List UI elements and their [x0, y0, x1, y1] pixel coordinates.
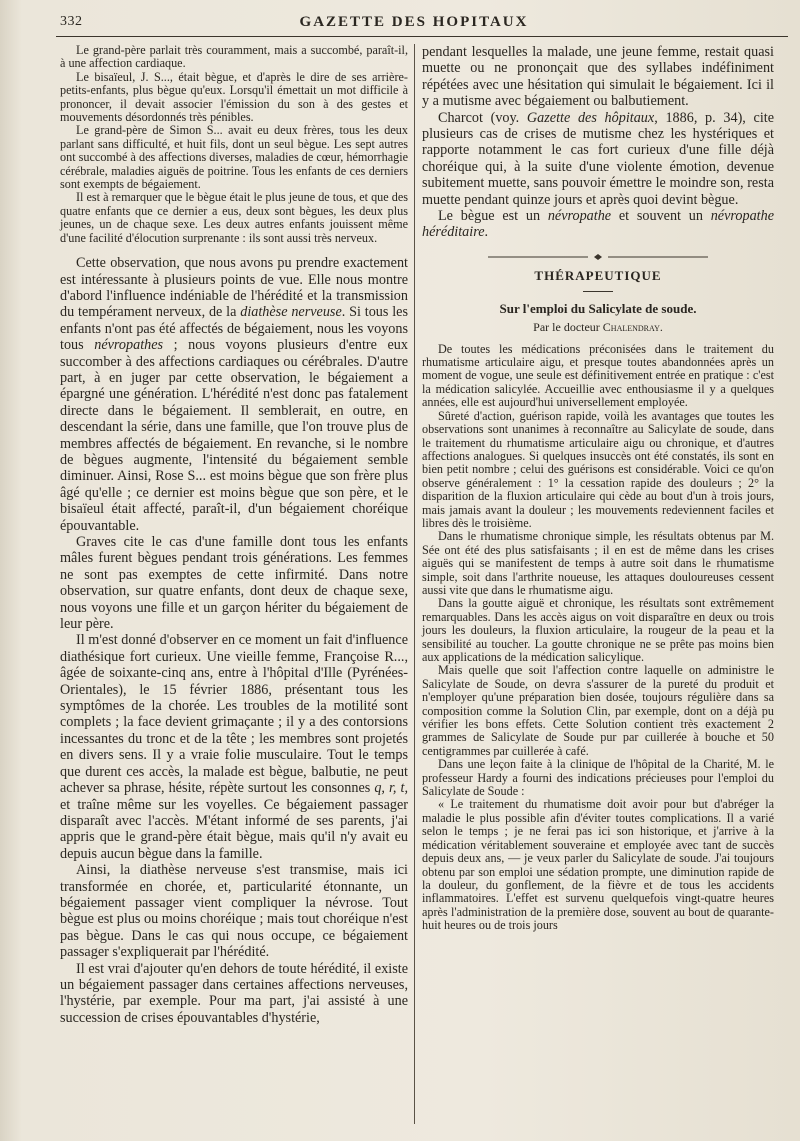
paragraph: Ainsi, la diathèse nerveuse s'est transmise, mais ici transformée en chorée, et, particularité étonnante, un bégaiement passager vient compliquer la névrose. Tout bègue est plus ou moins choréique ; mais tout choréique n'est pas bègue. Dans le cas qui nous occupe, ce bégaiement passager s'expliquerait par l'hérédité. — [60, 862, 408, 961]
paragraph: Il m'est donné d'observer en ce moment un fait d'influence diathésique fort curieux. Une vieille femme, Françoise R..., âgée de soixante-cinq ans, entre à l'hôpital d'Ille (Pyrénées-Orientales), le 15 février 1886, présentant tous les symptômes de la chorée. Les troubles de la motilité sont complets ; la face devient grimaçante ; il y a des contorsions incessantes du tronc et de la tête ; les membres sont projetés en divers sens. Il y a vraie folie musculaire. Tout le temps que durent ces accès, la malade est bègue, balbutie, ne peut achever sa phrase, hésite, répète surtout les consonnes q, r, t, et traîne même sur les voyelles. Ce bégaiement passager disparaît avec l'accès. M'étant informé de ses parents, j'ai appris que le grand-père était bègue, mais qu'il n'y avait eu depuis aucun bègue dans la famille. — [60, 632, 408, 862]
page-header — [40, 10, 788, 38]
paragraph: Mais quelle que soit l'affection contre laquelle on administre le Salicylate de Soude, on devra s'assurer de la pureté du produit et n'employer qu'une préparation bien dosée, toujours régulière dans sa composition comme la Solution Clin, par exemple, dont on a déjà pu vérifier les bons effets. Cette Solution contient très exactement 2 grammes de Salicylate de Soude pur par cuillerée à bouche et 50 centigrammes par cuillerée à café. — [422, 663, 774, 758]
paragraph: Le bisaïeul, J. S..., était bègue, et d'après le dire de ses arrière-petits-enfants, plus bègue qu'eux. Lorsqu'il émettait un mot difficile à prononcer, il devait associer l'émission du son à des gestes et mouvements désordonnés très pénibles. — [60, 69, 408, 125]
journal-title: GAZETTE DES HOPITAUX — [299, 14, 529, 30]
column-divider — [414, 44, 415, 1124]
page-number: 332 — [60, 14, 83, 29]
paragraph: Le grand-père de Simon S... avait eu deux frères, tous les deux parlant sans difficulté, et huit fils, dont un seul bègue. Les sept autres ont succombé à des affections diverses, maladies de cœur, hémorrhagie cérébrale, maladies aiguës de poitrine. Tous les enfants de ces derniers sont exempts de bégaiement. — [60, 123, 408, 192]
paragraph: Cette observation, que nous avons pu prendre exactement est intéressante à plusieurs points de vue. Elle nous montre d'abord l'influence indéniable de l'hérédité et la transmission du tempérament nerveux, de la diathèse nerveuse. Si tous les enfants n'ont pas été affectés de bégaiement, nous les voyons tous névropathes ; nous voyons plusieurs d'entre eux succomber à des affections cardiaques ou cérébrales. D'autre part, à en juger par cette observation, le bégaiement a épargné une génération. L'hérédité n'est donc pas fatalement directe dans le bégaiement. Il semblerait, en outre, en descendant la série, dans une famille, que l'on trouve plus de membres affectés de bégaiement. En revanche, si le nombre de bègues augmente, l'intensité du bégaiement semble diminuer. Ainsi, Rose S... est moins bègue que son frère plus âgé qu'elle ; ce dernier est moins bègue que son père, et le bisaïeul était affecté, paraît-il, d'un bégaiement choréique épouvantable. — [60, 255, 408, 534]
left-column — [60, 44, 408, 1026]
paragraph: Charcot (voy. Gazette des hôpitaux, 1886, p. 34), cite plusieurs cas de crises de mutisme chez les hystériques et rapporte notamment le cas fort curieux d'une fille déjà choréique qui, à la suite d'une violente émotion, devenue subitement muette, sans pouvoir émettre le moindre son, resta muette pendant quinze jours et après quoi devint bègue. — [422, 109, 774, 208]
paragraph: Dans le rhumatisme chronique simple, les résultats obtenus par M. Sée ont été des plus satisfaisants ; il en est de même dans les crises aiguës qui se manifestent de temps à autre soit dans le rhumatisme simple, soit dans l'arthrite noueuse, les attaques douloureuses cessent aussi vite que dans le rhumatisme aigu. — [422, 529, 774, 597]
paragraph: Le bègue est un névropathe et souvent un névropathe héréditaire. — [422, 208, 774, 241]
paragraph: Il est vrai d'ajouter qu'en dehors de toute hérédité, il existe un bégaiement passager dans certaines affections nerveuses, l'hystérie, par exemple. Pour ma part, j'ai assisté à une succession de crises épouvantables d'hystérie, — [60, 960, 408, 1026]
section-title: THÉRAPEUTIQUE — [534, 267, 662, 283]
section-rule — [583, 291, 613, 292]
section-ornament — [488, 253, 708, 261]
right-column — [422, 44, 774, 933]
paragraph: Dans la goutte aiguë et chronique, les résultats sont extrêmement remarquables. Dans les accès aigus on voit disparaître en deux ou trois jours les douleurs, la fluxion articulaire, la rougeur de la peau et la sensibilité au toucher. La goutte chronique ne se prête pas moins bien aux applications de la médication salicylique. — [422, 596, 774, 664]
paragraph: Le grand-père parlait très couramment, mais a succombé, paraît-il, à une affection cardiaque. — [60, 43, 408, 71]
paragraph: Sûreté d'action, guérison rapide, voilà les avantages que toutes les observations sont unanimes à reconnaître au Salicylate de soude, dans le traitement du rhumatisme articulaire aigu ou chronique, et d'autres affections analogues. Si quelques insuccès ont été constatés, ils sont en bien petit nombre ; celui des guérisons est considérable. Voici ce qu'on observe généralement : 1° la cessation rapide des douleurs ; 2° la disparition de la fluxion articulaire qui cède au bout d'un à trois jours, mais jamais avant la douleur ; les mouvements redeviennent faciles et libres dès le troisième. — [422, 408, 774, 530]
header-rule — [56, 36, 788, 37]
paragraph: Graves cite le cas d'une famille dont tous les enfants mâles furent bègues pendant trois générations. Les femmes ne sont pas exemptes de cette infirmité. Dans notre observation, sur quatre enfants, dont deux de chaque sexe, nous voyons une fille et un garçon hériter du bégaiement de leur père. — [60, 534, 408, 633]
article-title: Sur l'emploi du Salicylate de soude. — [499, 301, 697, 317]
paragraph: pendant lesquelles la malade, une jeune femme, restait quasi muette ou ne prononçait que des syllabes indéfiniment répétées avec une hésitation qui simulait le bégaiement. Ici il y a mutisme avec bégaiement ou balbutiement. — [422, 44, 774, 110]
paragraph: « Le traitement du rhumatisme doit avoir pour but d'abréger la maladie le plus possible afin d'éviter toutes complications. Il a varié selon le temps ; je ne ferai pas ici son historique, et j'arrive à la médication véritablement souveraine et employée avec tant de succès depuis deux ans, — je veux parler du Salicylate de soude. J'ai toujours obtenu par son emploi une sédation prompte, une diminution rapide de la douleur, du gonflement, de la fièvre et de tous les accidents inflammatoires. L'effet est survenu quelquefois vingt-quatre heures après l'administration de la première dose, souvent au bout de quarante-huit heures ou de trois jours — [422, 797, 774, 933]
paragraph: Il est à remarquer que le bègue était le plus jeune de tous, et que des quatre enfants que ce dernier a eus, deux sont bègues, les deux plus jeunes, un de chaque sexe. Les deux autres enfants jouissent même d'une facilité d'élocution surprenante : ils sont aussi très nerveux. — [60, 190, 408, 245]
paragraph: De toutes les médications préconisées dans le traitement du rhumatisme articulaire aigu, et presque toutes abandonnées après un moment de vogue, une seule est définitivement entrée en pratique : c'est la médication salicylée. Accueillie avec enthousiasme il y a quelques années, elle est aujourd'hui universellement employée. — [422, 341, 774, 410]
paragraph: Dans une leçon faite à la clinique de l'hôpital de la Charité, M. le professeur Hardy a fourni des indications précieuses pour l'emploi du Salicylate de Soude : — [422, 757, 774, 799]
byline: Par le docteur Chalendray. — [533, 320, 663, 335]
